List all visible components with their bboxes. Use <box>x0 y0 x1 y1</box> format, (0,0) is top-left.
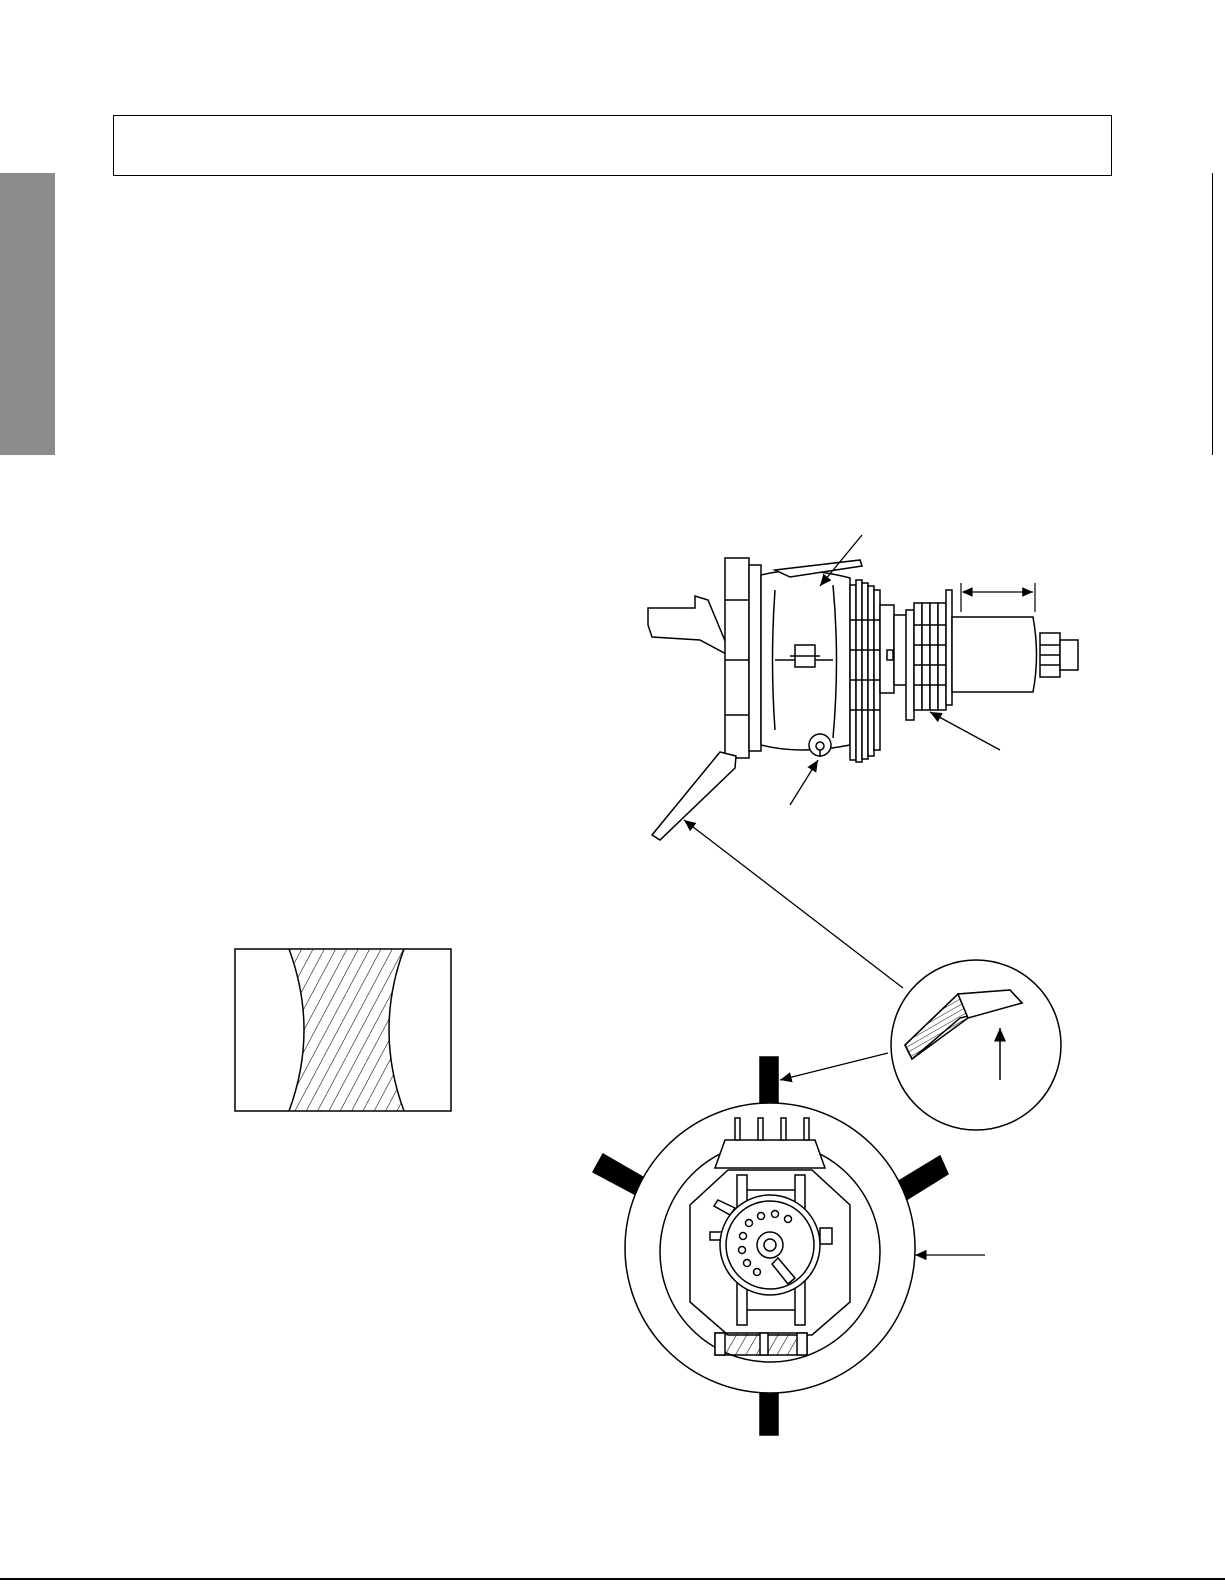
neck-assembly-rear-view <box>593 1057 948 1435</box>
detail-leader-lever <box>684 820 903 988</box>
footer-rule <box>0 1578 1225 1580</box>
magnet-tab-detail <box>891 960 1061 1130</box>
purity-pattern-screen <box>234 948 452 1112</box>
deflection-yoke-side-view <box>648 558 1078 840</box>
detail-leader-tab <box>780 1053 888 1080</box>
